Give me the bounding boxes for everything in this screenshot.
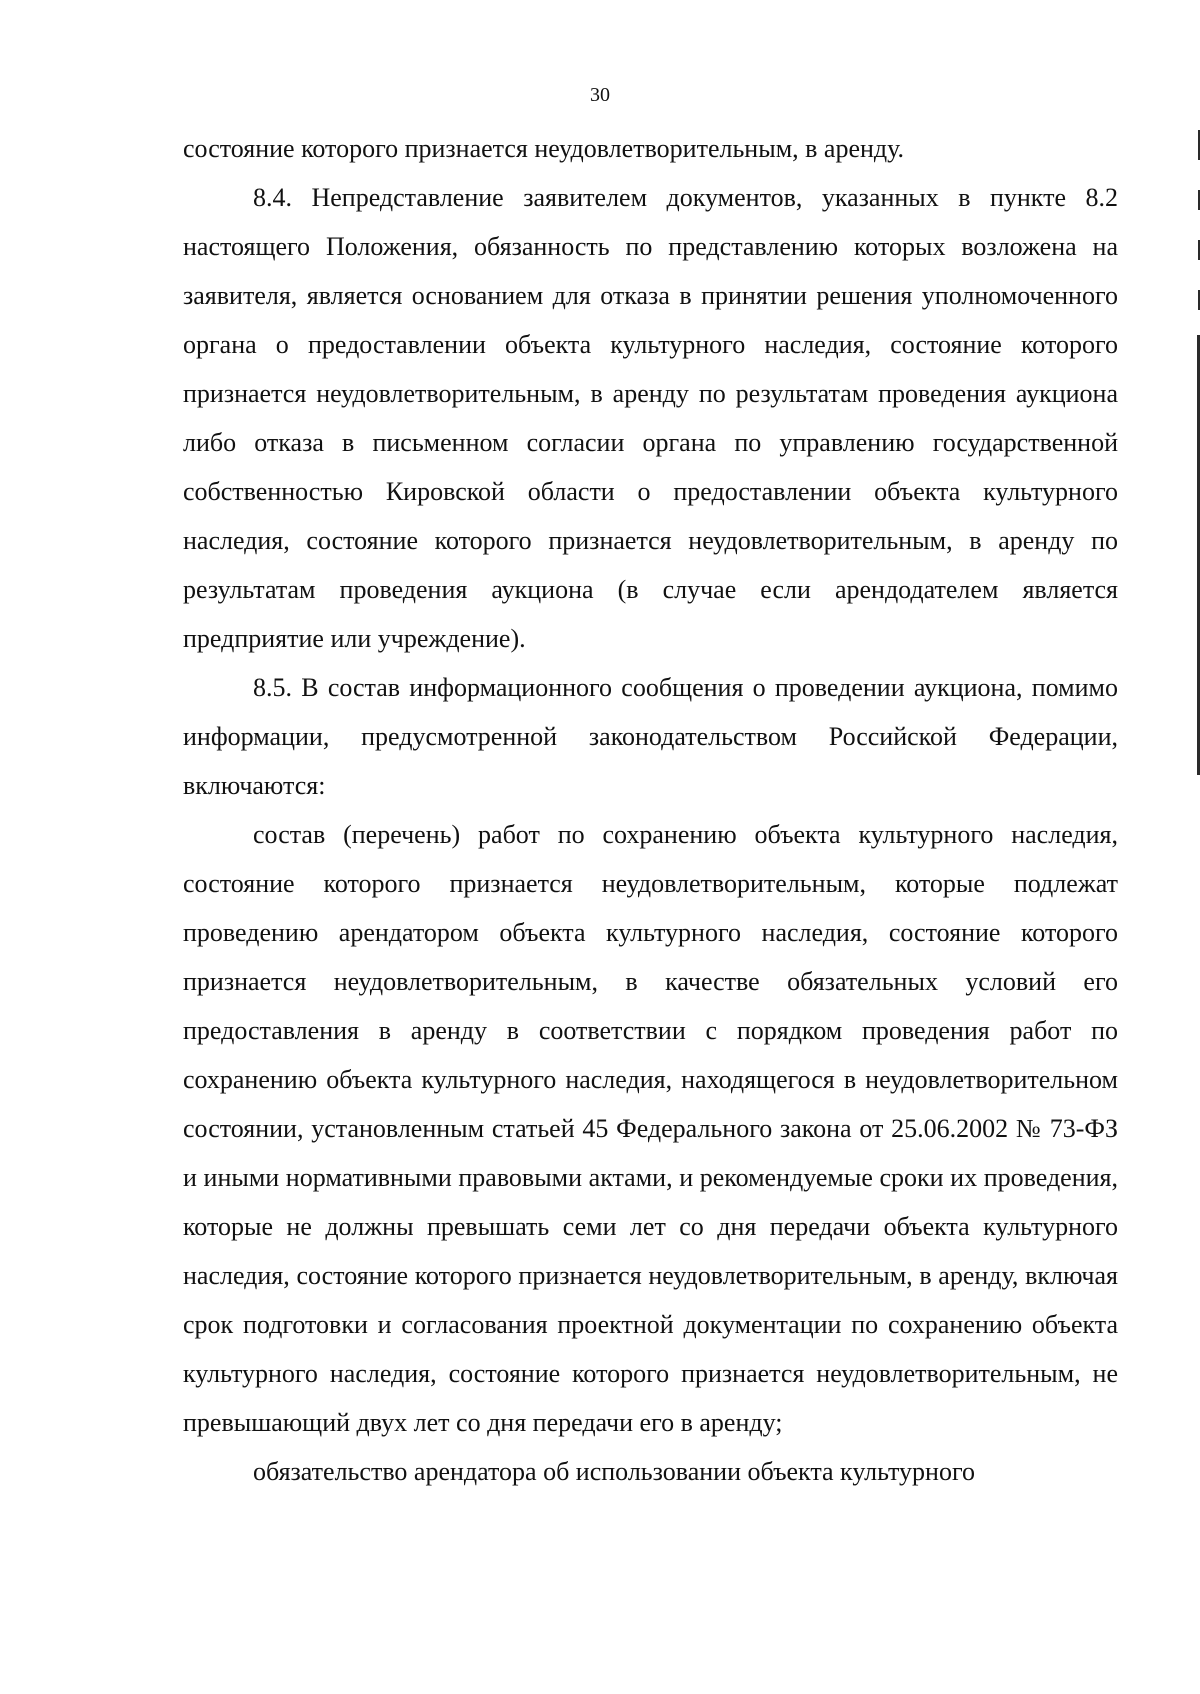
paragraph-continuation: состояние которого признается неудовлетворительным, в аренду. <box>183 134 905 163</box>
paragraph-obligation: обязательство арендатора об использовании объекта культурного <box>253 1457 975 1486</box>
page-number: 30 <box>590 84 610 106</box>
paragraph-works-list: состав (перечень) работ по сохранению объекта культурного наследия, состояние которого признается неудовлетворительным, которые подлежат проведению арендатором объекта культурного наследия, состояние которого признается неудовлетворительным, в качестве обязательных условий его предоставления в аренду в соответствии с порядком проведения работ по сохранению объекта культурного наследия, находящегося в неудовлетворительном состоянии, установленным статьей 45 Федерального закона от 25.06.2002 № 73-ФЗ и иными нормативными правовыми актами, и рекомендуемые сроки их проведения, которые не должны превышать семи лет со дня передачи объекта культурного наследия, состояние которого признается неудовлетворительным, в аренду, включая срок подготовки и согласования проектной документации по сохранению объекта культурного наследия, состояние которого признается неудовлетворительным, не превышающий двух лет со дня передачи его в аренду; <box>183 820 1118 1437</box>
paragraph-8-4: 8.4. Непредставление заявителем документов, указанных в пункте 8.2 настоящего Положения, обязанность по представлению которых возложена на заявителя, является основанием для отказа в принятии решения уполномоченного органа о предоставлении объекта культурного наследия, состояние которого признается неудовлетворительным, в аренду по результатам проведения аукциона либо отказа в письменном согласии органа по управлению государственной собственностью Кировской области о предоставлении объекта культурного наследия, состояние которого признается неудовлетворительным, в аренду по результатам проведения аукциона (в случае если арендодателем является предприятие или учреждение). <box>183 183 1118 653</box>
document-body <box>183 124 1118 1496</box>
paragraph-8-5: 8.5. В состав информационного сообщения о проведении аукциона, помимо информации, предусмотренной законодательством Российской Федерации, включаются: <box>183 673 1118 800</box>
